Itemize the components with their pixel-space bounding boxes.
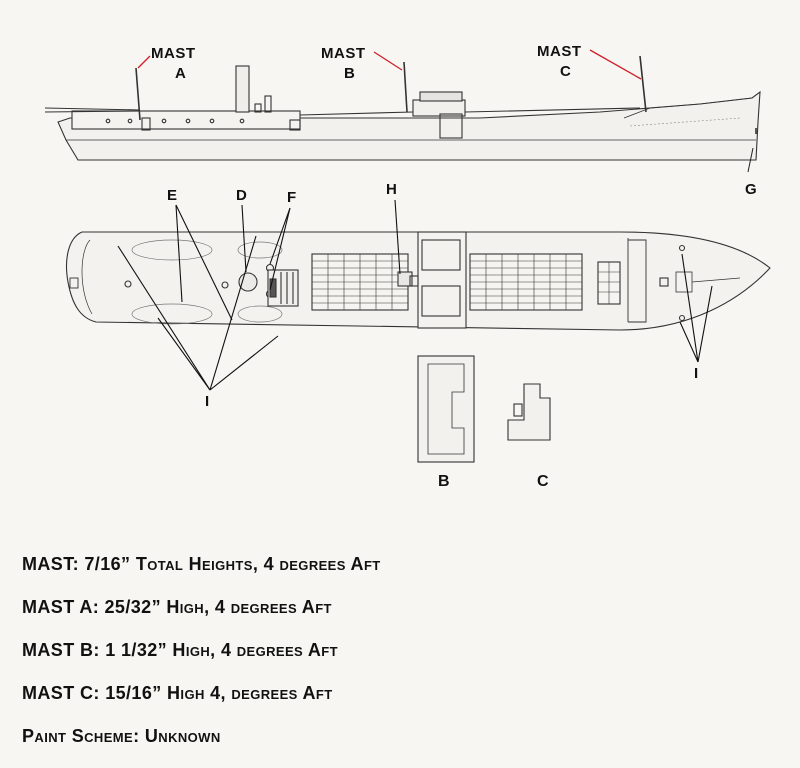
spec-paint-scheme: Paint Scheme: Unknown bbox=[22, 726, 221, 746]
mast-b-spar bbox=[404, 62, 407, 112]
funnel bbox=[236, 66, 249, 112]
side-elevation bbox=[45, 56, 760, 160]
svg-text:A: A bbox=[175, 65, 186, 82]
svg-text:D: D bbox=[236, 187, 247, 204]
spec-mast-total: MAST: 7/16” Total Heights, 4 degrees Aft bbox=[22, 554, 381, 574]
svg-text:G: G bbox=[745, 181, 757, 198]
svg-text:F: F bbox=[287, 189, 297, 206]
mast-c-spar bbox=[640, 56, 646, 112]
spec-mast-c: MAST C: 15/16” High 4, degrees Aft bbox=[22, 683, 333, 703]
mast-specifications bbox=[22, 553, 381, 768]
mast-c-label bbox=[537, 43, 641, 80]
detail-view-c bbox=[508, 384, 550, 490]
svg-text:I: I bbox=[694, 365, 699, 382]
mast-a-label bbox=[138, 45, 196, 82]
svg-text:MAST: MAST bbox=[321, 45, 366, 62]
svg-text:C: C bbox=[560, 63, 571, 80]
mast-b-label bbox=[321, 45, 402, 82]
mast-c-leader-line bbox=[590, 50, 641, 79]
plan-view bbox=[67, 232, 770, 330]
svg-text:C: C bbox=[537, 473, 549, 490]
svg-text:MAST: MAST bbox=[537, 43, 582, 60]
mast-a-leader-line bbox=[138, 56, 150, 68]
svg-text:H: H bbox=[386, 181, 397, 198]
detail-view-b bbox=[418, 356, 474, 490]
svg-text:B: B bbox=[344, 65, 355, 82]
svg-text:I: I bbox=[205, 393, 210, 410]
midship-house bbox=[418, 232, 466, 328]
spec-mast-b: MAST B: 1 1/32” High, 4 degrees Aft bbox=[22, 640, 338, 660]
svg-text:B: B bbox=[438, 473, 450, 490]
svg-text:MAST: MAST bbox=[151, 45, 196, 62]
spec-mast-a: MAST A: 25/32” High, 4 degrees Aft bbox=[22, 597, 332, 617]
mast-b-leader-line bbox=[374, 52, 402, 70]
svg-text:E: E bbox=[167, 187, 178, 204]
